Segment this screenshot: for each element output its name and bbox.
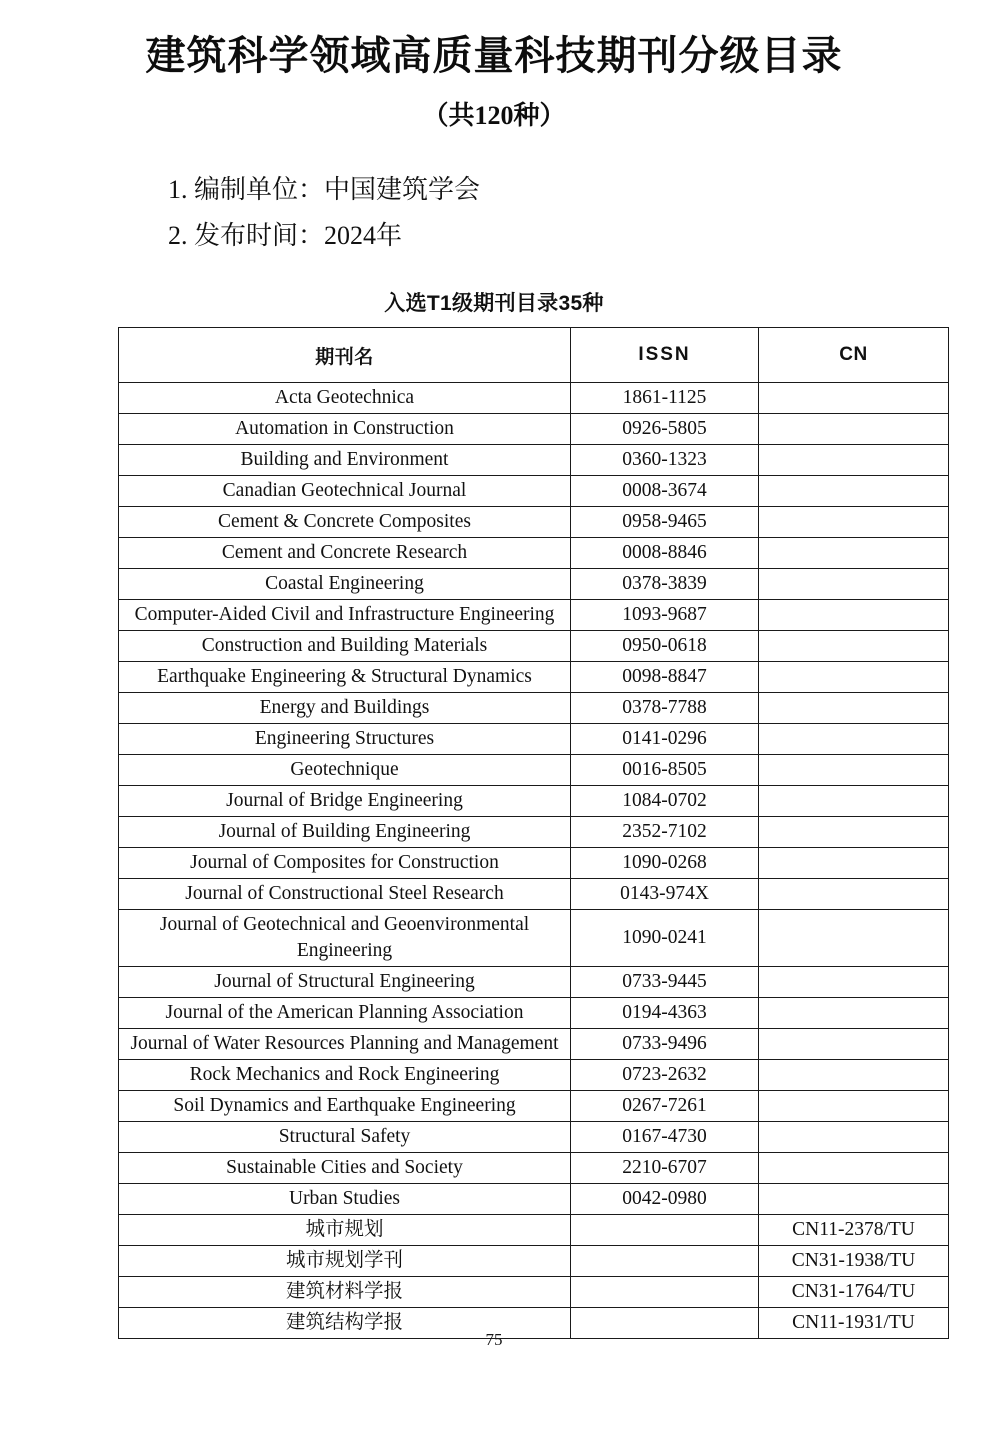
table-row	[119, 383, 949, 414]
cell-journal-name: Earthquake Engineering & Structural Dynamics	[119, 662, 571, 693]
cell-journal-name: Building and Environment	[119, 445, 571, 476]
cell-issn: 0098-8847	[571, 662, 759, 693]
cell-journal-name: Soil Dynamics and Earthquake Engineering	[119, 1091, 571, 1122]
metadata-item-release-date: 2. 发布时间：2024年	[168, 220, 403, 250]
table-header-row	[119, 328, 949, 383]
cell-cn	[759, 1122, 949, 1153]
section-heading-t1: 入选T1级期刊目录35种	[384, 291, 604, 315]
cell-cn	[759, 786, 949, 817]
column-header-cn: CN	[759, 328, 949, 383]
table-row	[119, 998, 949, 1029]
cell-cn	[759, 569, 949, 600]
cell-issn: 0958-9465	[571, 507, 759, 538]
cell-cn	[759, 967, 949, 998]
cell-issn: 0723-2632	[571, 1060, 759, 1091]
cell-issn: 1090-0241	[571, 910, 759, 967]
cell-journal-name: 建筑结构学报	[119, 1308, 571, 1339]
cell-issn: 0733-9496	[571, 1029, 759, 1060]
cell-journal-name: 城市规划学刊	[119, 1246, 571, 1277]
column-header-journal-name: 期刊名	[119, 328, 571, 383]
cell-journal-name: Sustainable Cities and Society	[119, 1153, 571, 1184]
cell-journal-name: Energy and Buildings	[119, 693, 571, 724]
cell-journal-name: Geotechnique	[119, 755, 571, 786]
page-subtitle: （共120种）	[422, 101, 566, 130]
cell-cn	[759, 507, 949, 538]
cell-journal-name: Journal of Building Engineering	[119, 817, 571, 848]
table-row	[119, 786, 949, 817]
table-row	[119, 1277, 949, 1308]
cell-cn	[759, 693, 949, 724]
cell-issn: 0733-9445	[571, 967, 759, 998]
cell-journal-name: Structural Safety	[119, 1122, 571, 1153]
cell-issn: 0167-4730	[571, 1122, 759, 1153]
cell-journal-name: Construction and Building Materials	[119, 631, 571, 662]
cell-journal-name: Urban Studies	[119, 1184, 571, 1215]
cell-issn: 0016-8505	[571, 755, 759, 786]
cell-cn	[759, 879, 949, 910]
cell-journal-name: Coastal Engineering	[119, 569, 571, 600]
table-row	[119, 476, 949, 507]
cell-journal-name: Canadian Geotechnical Journal	[119, 476, 571, 507]
table-row	[119, 507, 949, 538]
journal-table-container	[118, 327, 948, 1339]
table-row	[119, 755, 949, 786]
cell-cn	[759, 631, 949, 662]
table-row	[119, 693, 949, 724]
table-row	[119, 1060, 949, 1091]
cell-cn	[759, 1184, 949, 1215]
cell-journal-name: Computer-Aided Civil and Infrastructure Engineering	[119, 600, 571, 631]
cell-issn: 0926-5805	[571, 414, 759, 445]
table-row	[119, 1246, 949, 1277]
page-number: 75	[485, 1330, 503, 1349]
table-row	[119, 1215, 949, 1246]
table-row	[119, 445, 949, 476]
metadata-list	[0, 131, 988, 249]
cell-issn: 0194-4363	[571, 998, 759, 1029]
table-row	[119, 848, 949, 879]
cell-journal-name: Rock Mechanics and Rock Engineering	[119, 1060, 571, 1091]
table-row	[119, 662, 949, 693]
cell-issn	[571, 1277, 759, 1308]
cell-issn: 0378-7788	[571, 693, 759, 724]
table-row	[119, 1029, 949, 1060]
table-row	[119, 817, 949, 848]
cell-issn: 0008-3674	[571, 476, 759, 507]
cell-cn	[759, 910, 949, 967]
table-row	[119, 879, 949, 910]
cell-cn	[759, 755, 949, 786]
table-row	[119, 1091, 949, 1122]
cell-journal-name: 城市规划	[119, 1215, 571, 1246]
cell-issn: 1861-1125	[571, 383, 759, 414]
cell-journal-name: Journal of Water Resources Planning and Management	[119, 1029, 571, 1060]
cell-cn	[759, 600, 949, 631]
cell-cn: CN11-2378/TU	[759, 1215, 949, 1246]
page-title: 建筑科学领域高质量科技期刊分级目录	[145, 33, 843, 78]
cell-journal-name: Cement and Concrete Research	[119, 538, 571, 569]
cell-journal-name: Automation in Construction	[119, 414, 571, 445]
cell-journal-name: Journal of the American Planning Association	[119, 998, 571, 1029]
table-row	[119, 1153, 949, 1184]
cell-journal-name: Journal of Composites for Construction	[119, 848, 571, 879]
cell-cn	[759, 817, 949, 848]
cell-journal-name: Journal of Geotechnical and Geoenvironmental Engineering	[119, 910, 571, 967]
metadata-item-compiler: 1. 编制单位：中国建筑学会	[168, 174, 481, 204]
cell-issn: 0141-0296	[571, 724, 759, 755]
table-row	[119, 569, 949, 600]
cell-cn	[759, 1091, 949, 1122]
table-row	[119, 414, 949, 445]
cell-journal-name: Acta Geotechnica	[119, 383, 571, 414]
table-row	[119, 538, 949, 569]
cell-cn: CN11-1931/TU	[759, 1308, 949, 1339]
cell-issn: 1090-0268	[571, 848, 759, 879]
cell-cn	[759, 414, 949, 445]
cell-journal-name: Journal of Bridge Engineering	[119, 786, 571, 817]
cell-issn: 0143-974X	[571, 879, 759, 910]
cell-issn: 0378-3839	[571, 569, 759, 600]
cell-issn: 0008-8846	[571, 538, 759, 569]
cell-journal-name: Cement & Concrete Composites	[119, 507, 571, 538]
table-body	[119, 383, 949, 1339]
cell-issn: 0042-0980	[571, 1184, 759, 1215]
cell-cn	[759, 445, 949, 476]
cell-issn: 1084-0702	[571, 786, 759, 817]
journal-table	[118, 327, 949, 1339]
cell-cn: CN31-1764/TU	[759, 1277, 949, 1308]
table-header	[119, 328, 949, 383]
cell-cn	[759, 1153, 949, 1184]
cell-cn	[759, 476, 949, 507]
cell-cn	[759, 1029, 949, 1060]
column-header-issn: ISSN	[571, 328, 759, 383]
cell-issn: 2352-7102	[571, 817, 759, 848]
table-row	[119, 631, 949, 662]
cell-cn	[759, 662, 949, 693]
cell-issn: 0360-1323	[571, 445, 759, 476]
table-row	[119, 1122, 949, 1153]
cell-issn: 2210-6707	[571, 1153, 759, 1184]
cell-cn	[759, 998, 949, 1029]
cell-cn	[759, 1060, 949, 1091]
cell-issn: 0267-7261	[571, 1091, 759, 1122]
cell-journal-name: Engineering Structures	[119, 724, 571, 755]
table-row	[119, 724, 949, 755]
table-row	[119, 600, 949, 631]
cell-issn: 0950-0618	[571, 631, 759, 662]
table-row	[119, 1184, 949, 1215]
cell-cn	[759, 383, 949, 414]
cell-cn: CN31-1938/TU	[759, 1246, 949, 1277]
cell-issn	[571, 1215, 759, 1246]
cell-journal-name: Journal of Structural Engineering	[119, 967, 571, 998]
cell-cn	[759, 724, 949, 755]
table-row	[119, 910, 949, 967]
cell-journal-name: 建筑材料学报	[119, 1277, 571, 1308]
cell-cn	[759, 538, 949, 569]
cell-issn: 1093-9687	[571, 600, 759, 631]
cell-journal-name: Journal of Constructional Steel Research	[119, 879, 571, 910]
cell-issn	[571, 1246, 759, 1277]
cell-cn	[759, 848, 949, 879]
table-row	[119, 967, 949, 998]
